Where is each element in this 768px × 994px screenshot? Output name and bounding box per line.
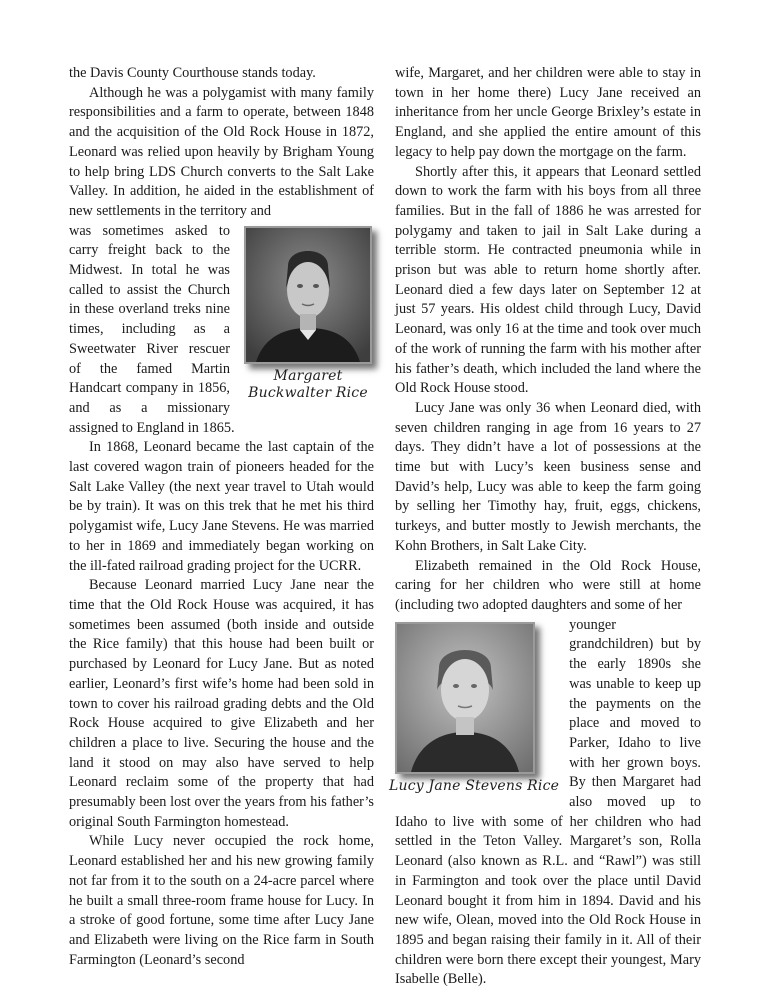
paragraph: the Davis County Courthouse stands today. <box>69 65 316 81</box>
paragraph: Because Leonard married Lucy Jane near the time that the Old Rock House was acquired, it has sometimes been assumed (both inside and outside the Rice family) that this house had been built or purchased by Leonard for Lucy Jane. But as noted earlier, Leonard’s first wife’s home had been sold in town to cover his railroad grading debts and the Old Rock House acquired to give Elizabeth and her children a place to live. Securing the house and the land it stood on may also have served to help Leonard reclaim some of the property that had presumably been lost over the years from his father’s original South Farmington homestead. <box>69 577 374 830</box>
margaret-photo-caption: Margaret Buckwalter Rice <box>248 367 368 401</box>
right-column <box>389 64 701 990</box>
paragraph: Shortly after this, it appears that Leonard settled down to work the farm with his boys from all three families. But in the fall of 1886 he was arrested for polygamy and taken to jail in Salt Lake during a terrible storm. He contracted pneumonia while in prison but was able to return home shortly after. Leonard died a few days later on September 12 at just 57 years. His oldest child through Lucy, David Leonard, was only 16 at the time and took over much of the work of running the farm with his mother after his father’s death, which included the land where the Old Rock House stood. <box>395 163 701 397</box>
left-column <box>69 64 374 970</box>
paragraph: Elizabeth remained in the Old Rock House, caring for her children who were still at home (including two adopted daughters and some of her <box>395 557 701 613</box>
margaret-rice-photo <box>244 226 372 364</box>
paragraph: While Lucy never occupied the rock home, Leonard established her and his new growing family not far from it to the south on a 24-acre parcel where he built a small three-room frame house for Lucy. In a stroke of good fortune, some time after Lucy Jane and Elizabeth were living on the Rice farm in South Farmington (Leonard’s second <box>69 833 374 968</box>
paragraph: In 1868, Leonard became the last captain of the last covered wagon train of pioneers headed for the Salt Lake Valley (the next year travel to Utah would be by train). It was on this trek that he met his third polygamist wife, Lucy Jane Stevens. He was married to her in 1869 and immediately began working on the ill-fated railroad grading project for the UCRR. <box>69 439 374 574</box>
lucy-photo-figure <box>389 616 559 795</box>
paragraph: was sometimes asked to carry freight back to the Midwest. In total he was called to assist the Church in these overland treks nine times, including as a Sweetwater River rescuer of the famed Martin Handcart company in 1856, and as a missionary assigned to England in 1865. <box>69 222 235 436</box>
margaret-photo-figure <box>236 222 380 402</box>
lucy-rice-photo <box>395 622 535 774</box>
paragraph: younger grandchildren) but by the early 1890s she was unable to keep up the payments on the place and moved to Parker, Idaho to live with her grown boys. By then Margaret had also moved up to Idaho to live with some of her children who had settled in the Teton Valley. Margaret’s son, Rolla Leonard (also known as R.L. and “Rawl”) was still in Farmington and took over the place until David Leonard bought it from him in 1894. David and his new wife, Olean, moved into the Old Rock House in 1895 and began raising their family in it. All of their children were born there except their youngest, Mary Isabelle (Belle). <box>395 616 701 988</box>
paragraph: wife, Margaret, and her children were able to stay in town in her home there) Lucy Jane received an inheritance from her uncle George Brixley’s estate in England, and she applied the entire amount of this legacy to help pay down the mortgage on the farm. <box>395 65 701 160</box>
lucy-photo-caption: Lucy Jane Stevens Rice <box>389 777 560 794</box>
paragraph: Lucy Jane was only 36 when Leonard died, with seven children ranging in age from 16 years to 27 days. They didn’t have a lot of possessions at the time but with Lucy’s keen business sense and David’s help, Lucy was able to keep the farm going by selling her Timothy hay, fruit, eggs, chickens, turkeys, and butter mostly to Jewish merchants, the Kohn Brothers, in Salt Lake City. <box>395 399 701 554</box>
paragraph: Although he was a polygamist with many family responsibilities and a farm to operate, between 1848 and the acquisition of the Old Rock House in 1872, Leonard was relied upon heavily by Brigham Young to help bring LDS Church converts to the Salt Lake Valley. In addition, he aided in the establishment of new settlements in the territory and <box>69 84 374 219</box>
